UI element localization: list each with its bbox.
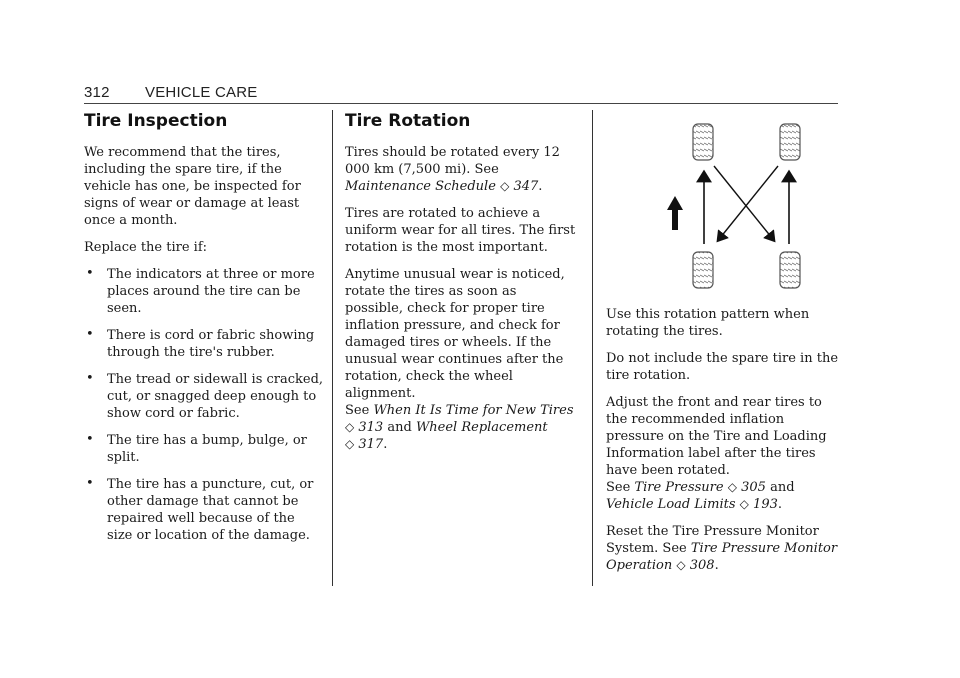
list-item: • The indicators at three or more places around the tire can be seen. xyxy=(86,266,315,316)
tire-inspection-column xyxy=(84,110,324,554)
tire-front-right xyxy=(780,124,800,160)
list-item: • The tire has a puncture, cut, or other damage that cannot be repaired well because of the size or location of the damage. xyxy=(86,476,314,543)
inspection-intro: We recommend that the tires, including the spare tire, if the vehicle has one, be inspected for signs of wear or damage at least once a month. xyxy=(84,145,301,228)
replace-lead: Replace the tire if: xyxy=(84,240,208,255)
page-link[interactable]: 347 xyxy=(513,179,539,194)
page-link[interactable]: 317 xyxy=(358,437,384,452)
tire-front-left xyxy=(693,124,713,160)
page-link[interactable]: 313 xyxy=(358,420,384,435)
rotation-interval: Tires should be rotated every 12 000 km (7,500 mi). See Maintenance Schedule ◇ 347. xyxy=(345,145,560,194)
tire-rotation-heading: Tire Rotation xyxy=(345,111,471,131)
inflation-paragraph: Adjust the front and rear tires to the recommended inflation pressure on the Tire and Loading Information label after the tires have been rotated. See Tire Pressure ◇ 305 and Vehicle Load Limits ◇ 193. xyxy=(606,395,827,512)
vehicle-front-arrow-icon xyxy=(667,196,683,230)
column-divider xyxy=(332,110,333,586)
bullet: • xyxy=(86,266,94,281)
tpms-reset-paragraph: Reset the Tire Pressure Monitor System. See Tire Pressure Monitor Operation ◇ 308. xyxy=(606,524,838,573)
page-header xyxy=(84,84,838,104)
header-rule xyxy=(84,103,838,104)
rotation-purpose: Tires are rotated to achieve a uniform wear for all tires. The first rotation is the most important. xyxy=(345,206,576,255)
tire-rear-left xyxy=(693,252,713,288)
bullet: • xyxy=(86,476,94,491)
bullet: • xyxy=(86,432,94,447)
page-ref-icon: ◇ xyxy=(727,480,737,494)
spare-tire-note: Do not include the spare tire in the tire rotation. xyxy=(606,351,839,383)
rotation-pattern-note: Use this rotation pattern when rotating the tires. xyxy=(606,307,810,339)
tpms-operation-link[interactable]: Tire Pressure Monitor Operation xyxy=(606,541,838,573)
page-number: 312 xyxy=(84,84,110,101)
page-link[interactable]: 308 xyxy=(689,558,715,573)
wheel-replacement-link[interactable]: Wheel Replacement xyxy=(415,420,548,435)
bullet: • xyxy=(86,327,94,342)
vehicle-load-limits-link[interactable]: Vehicle Load Limits xyxy=(606,497,736,512)
tire-inspection-heading: Tire Inspection xyxy=(84,111,228,131)
list-item: • There is cord or fabric showing through the tire's rubber. xyxy=(86,327,315,360)
rotation-arrow xyxy=(720,166,778,238)
tire-rotation-column xyxy=(345,110,577,463)
maintenance-schedule-link[interactable]: Maintenance Schedule xyxy=(345,179,496,194)
page-ref-icon: ◇ xyxy=(345,437,355,451)
rotation-arrow xyxy=(714,166,772,238)
list-item: • The tread or sidewall is cracked, cut, or snagged deep enough to show cord or fabric. xyxy=(86,371,324,421)
column-divider xyxy=(592,110,593,586)
unusual-wear-paragraph: Anytime unusual wear is noticed, rotate the tires as soon as possible, check for proper tire inflation pressure, and check for damaged tires or wheels. If the unusual wear continues after the rotation, check the wheel alignment. See When It Is Time for New Tires ◇ 313 and Wheel Replacement ◇ 317. xyxy=(345,267,574,452)
page-link[interactable]: 193 xyxy=(753,497,778,512)
new-tires-link[interactable]: When It Is Time for New Tires xyxy=(373,403,574,418)
bullet: • xyxy=(86,371,94,386)
tire-rear-right xyxy=(780,252,800,288)
page-ref-icon: ◇ xyxy=(345,420,355,434)
page-ref-icon: ◇ xyxy=(500,179,510,193)
page-ref-icon: ◇ xyxy=(676,558,686,572)
tire-rotation-diagram-icon xyxy=(632,110,802,292)
section-title: VEHICLE CARE xyxy=(145,84,258,101)
replace-conditions-list xyxy=(84,266,324,544)
list-item: • The tire has a bump, bulge, or split. xyxy=(86,432,307,465)
page-ref-icon: ◇ xyxy=(739,497,749,511)
page-link[interactable]: 305 xyxy=(741,480,766,495)
rotation-pattern-column xyxy=(606,110,844,584)
tire-pressure-link[interactable]: Tire Pressure xyxy=(634,480,724,495)
